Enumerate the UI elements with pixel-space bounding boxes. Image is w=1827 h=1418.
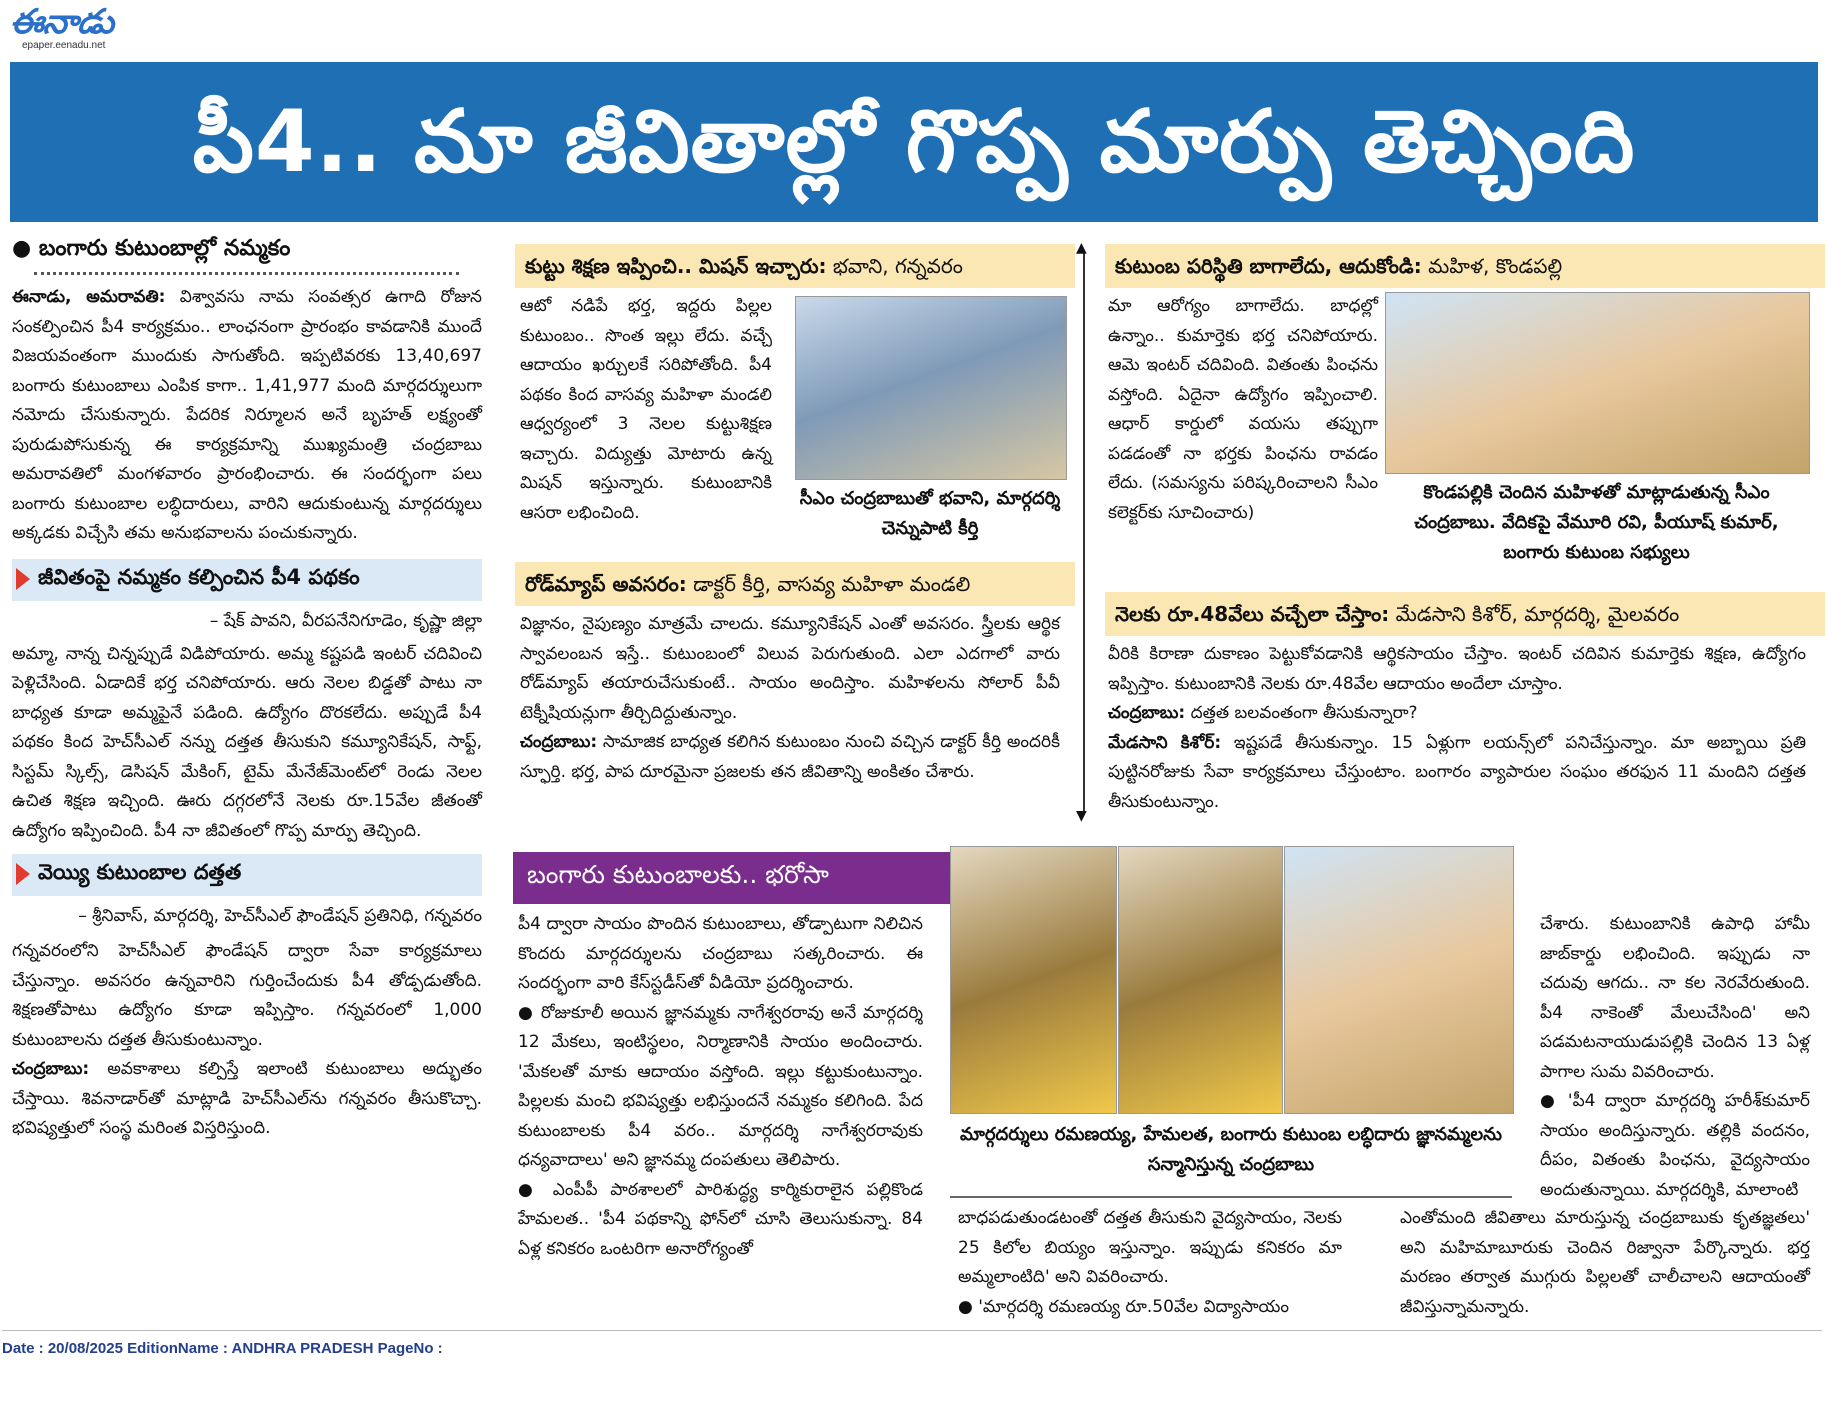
kishore-answer: ఇష్టపడే తీసుకున్నాం. 15 ఏళ్లుగా లయన్స్‌లో పనిచేస్తున్నాం. మా అబ్బాయి ప్రతి పుట్టినరోజుకు సేవా కార్యక్రమాలు చేస్తుంటాం. బంగారం వ్యాపారుల సంఘం తరఫున 11 మందిని దత్తత తీసుకుంటున్నాం. — [1108, 732, 1807, 812]
bottom-col1-bullet2: ● ఎంపీపీ పాఠశాలలో పారిశుద్ధ్య కార్మికురాలైన పల్లికొండ హేమలత.. 'పీ4 పథకాన్ని ఫోన్‌లో చూసి తెలుసుకున్నా. 84 ఏళ్ల కనికరం ఒంటరిగా అనారోగ్యంతో — [518, 1179, 923, 1259]
logo-text: ఈనాడు — [10, 2, 114, 42]
heading-bhavani-rest: భవాని, గన్నవరం — [826, 254, 963, 278]
cb-question-lead: చంద్రబాబు: — [1108, 703, 1186, 723]
logo-site: epaper.eenadu.net — [22, 40, 106, 51]
kondapalli-story — [1108, 292, 1378, 528]
dateline: ఈనాడు, అమరావతి: — [12, 287, 166, 307]
bottom-col1 — [518, 910, 923, 1264]
photo-cm-kondapalli — [1385, 292, 1810, 474]
bhavani-text: ఆటో నడిపే భర్త, ఇద్దరు పిల్లల కుటుంబం.. సొంత ఇల్లు లేదు. వచ్చే ఆదాయం ఖర్చులకే సరిపోతోంది. పీ4 పథకం కింద వాసవ్య మహిళా మండలి ఆధ్వర్యంలో 3 నెలల కుట్టుశిక్షణ ఇచ్చారు. విద్యుత్తు మోటారు ఉన్న మిషన్ ఇస్తున్నారు. కుటుంబానికి ఆసరా లభించింది. — [520, 296, 772, 523]
kishore-text: వీరికి కిరాణా దుకాణం పెట్టుకోవడానికి ఆర్థికసాయం చేస్తాం. ఇంటర్ చదివిన కుమార్తెకు శిక్షణ, ఉద్యోగం ఇప్పిస్తాం. కుటుంబానికి నెలకు రూ.48వేల ఆదాయం అందేలా చూస్తాం. — [1108, 644, 1806, 694]
heading-kishore — [1105, 592, 1825, 636]
caption-kondapalli: కొండపల్లికి చెందిన మహిళతో మాట్లాడుతున్న సీఎం చంద్రబాబు. వేదికపై వేమూరి రవి, పీయూష్ కుమార్, బంగారు కుటుంబ సభ్యులు — [1414, 482, 1779, 563]
bottom-col3 — [1540, 910, 1810, 1205]
srinivas-story — [12, 937, 482, 1144]
footer-rule — [2, 1330, 1822, 1331]
caption-rule — [950, 1196, 1512, 1198]
srinivas-text: గన్నవరంలోని హెచ్‌సీఎల్ ఫౌండేషన్ ద్వారా సేవా కార్యక్రమాలు చేస్తున్నాం. అవసరం ఉన్నవారిని గుర్తించేందుకు పీ4 తోడ్పడుతోంది. శిక్షణతోపాటు ఉద్యోగం కూడా ఇప్పిస్తాం. గన్నవరంలో 1,000 కుటుంబాలను దత్తత తీసుకుంటున్నాం. — [12, 941, 482, 1050]
roadmap-text: విజ్ఞానం, నైపుణ్యం మాత్రమే చాలదు. కమ్యూనికేషన్ ఎంతో అవసరం. స్త్రీలకు ఆర్థిక స్వావలంబన ఇస్తే.. కుటుంబంలో విలువ పెరుగుతుంది. ఎలా ఎదగాలో వారు రోడ్‌మ్యాప్ తయారుచేసుకుంటే.. సాయం అందిస్తాం. మహిళలను సోలార్ పీవీ టెక్నీషియన్లుగా తీర్చిదిద్దుతున్నాం. — [520, 614, 1060, 723]
photo-gnanamma-cm — [1284, 846, 1514, 1114]
cb-text-mid: సామాజిక బాధ్యత కలిగిన కుటుంబం నుంచి వచ్చిన డాక్టర్ కీర్తి అందరికీ స్ఫూర్తి. భర్త, పాప దూరమైనా ప్రజలకు తన జీవితాన్ని అంకితం చేశారు. — [520, 732, 1060, 782]
byline-srinivas: – శ్రీనివాస్, మార్గదర్శి, హెచ్‌సీఎల్ ఫౌండేషన్ ప్రతినిధి, గన్నవరం — [78, 906, 482, 926]
arrow-up-icon: ▲ — [1076, 240, 1087, 256]
footer-info: Date : 20/08/2025 EditionName : ANDHRA PRADESH PageNo : — [2, 1340, 443, 1357]
tag-pavani-text: జీవితంపై నమ్మకం కల్పించిన పీ4 పథకం — [38, 564, 360, 589]
left-heading: ● బంగారు కుటుంబాల్లో నమ్మకం — [12, 236, 291, 261]
bottom-col4-text: ఎంతోమంది జీవితాలు మారుస్తున్న చంద్రబాబుకు కృతజ్ఞతలు' అని మహిమాబూరుకు చెందిన రిజ్వానా పేర్కొన్నారు. భర్త మరణం తర్వాత ముగ్గురు పిల్లలతో చాలీచాలని ఆదాయంతో జీవిస్తున్నామన్నారు. — [1400, 1208, 1810, 1317]
left-column — [12, 236, 482, 1144]
pavani-story — [12, 640, 482, 847]
headline: పీ4.. మా జీవితాల్లో గొప్ప మార్పు తెచ్చింది — [192, 92, 1636, 192]
bottom-col2 — [958, 1204, 1342, 1322]
bottom-col4 — [1400, 1204, 1810, 1322]
pavani-text: అమ్మా, నాన్న చిన్నప్పుడే విడిపోయారు. అమ్మ కష్టపడి ఇంటర్ చదివించి పెళ్లిచేసింది. ఏడాదికే భర్త చనిపోయారు. ఆరు నెలల బిడ్డతో పాటు నా బాధ్యత కూడా అమ్మపైనే పడింది. ఉద్యోగం దొరకలేదు. అప్పుడే పీ4 పథకం కింద హెచ్‌సీఎల్ నన్ను దత్తత తీసుకుని కమ్యూనికేషన్, సాఫ్ట్, సిస్టమ్ స్కిల్స్, డెసిషన్ మేకింగ్, టైమ్ మేనేజ్‌మెంట్‌లో రెండు నెలల ఉచిత శిక్షణ ఇచ్చింది. ఊరు దగ్గరలోనే నెలకు రూ.15వేల జీతంతో ఉద్యోగం ఇప్పించింది. పీ4 నా జీవితంలో గొప్ప మార్పు తెచ్చింది. — [12, 643, 482, 841]
cb-lead-left: చంద్రబాబు: — [12, 1059, 90, 1079]
label-bharosa: బంగారు కుటుంబాలకు.. భరోసా — [513, 852, 961, 904]
cb-lead-mid: చంద్రబాబు: — [520, 732, 598, 752]
photo-ramanaiah — [950, 846, 1117, 1114]
heading-kishore-rest: మేడసాని కిశోర్, మార్గదర్శి, మైలవరం — [1389, 602, 1680, 626]
kishore-answer-lead: మేడసాని కిశోర్: — [1108, 732, 1222, 753]
kishore-story — [1108, 640, 1806, 817]
heading-kondapalli — [1105, 244, 1825, 288]
tag-pavani — [12, 559, 482, 601]
roadmap-story — [520, 610, 1060, 787]
heading-kondapalli-rest: మహిళ, కొండపల్లి — [1421, 254, 1563, 278]
heading-bhavani-bold: కుట్టు శిక్షణ ఇప్పించి.. మిషన్ ఇచ్చారు: — [525, 254, 827, 278]
heading-roadmap — [515, 562, 1075, 606]
kondapalli-text: మా ఆరోగ్యం బాగాలేదు. బాధల్లో ఉన్నాం.. కుమార్తెకు భర్త చనిపోయారు. ఆమె ఇంటర్ చదివింది. వితంతు పింఛను వస్తోంది. ఏదైనా ఉద్యోగం ఇప్పించాలి. ఆధార్ కార్డులో వయసు తప్పుగా పడడంతో నా భర్తకు పింఛను రావడం లేదు. (సమస్యను పరిష్కరించాలని సీఎం కలెక్టర్‌కు సూచించారు) — [1108, 296, 1378, 523]
cb-text-left: అవకాశాలు కల్పిస్తే ఇలాంటి కుటుంబాలు అద్భుతం చేస్తాయి. శివనాడార్‌తో మాట్లాడి హెచ్‌సీఎల్‌ను గన్నవరం తీసుకొచ్చా. భవిష్యత్తులో సంస్థ మరింత విస్తరిస్తుంది. — [12, 1059, 482, 1138]
bhavani-story — [520, 292, 772, 528]
byline-pavani: – షేక్ పావని, వీరపనేనిగూడెం, కృష్ణా జిల్లా — [209, 610, 482, 631]
cb-question: దత్తత బలవంతంగా తీసుకున్నారా? — [1185, 703, 1418, 723]
tag-thousand-text: వెయ్యి కుటుంబాల దత్తత — [38, 860, 242, 884]
bottom-col2-bullet: ● 'మార్గదర్శి రమణయ్య రూ.50వేల విద్యాసాయం — [958, 1296, 1290, 1317]
bottom-col3-text: చేశారు. కుటుంబానికి ఉపాధి హామీ జాబ్‌కార్డు లభించింది. ఇప్పుడు నా చదువు ఆగదు.. నా కల నెరవేరుతుంది. పీ4 నాకెంతో మేలుచేసింది' అని పడమటనాయుడుపల్లికి చెందిన 13 ఏళ్ల పాగాల సుమ వివరించారు. — [1540, 914, 1810, 1082]
bottom-col1-bullet1: ● రోజుకూలీ అయిన జ్ఞానమ్మకు నాగేశ్వరరావు అనే మార్గదర్శి 12 మేకలు, ఇంటిస్థలం, నిర్మాణానికి సాయం అందించారు. 'మేకలతో మాకు ఆదాయం వస్తోంది. ఇల్లు కట్టుకుంటున్నాం. పిల్లలకు మంచి భవిష్యత్తు లభిస్తుందనే నమ్మకం కలిగింది. పేద కుటుంబాలకు పీ4 వరం.. మార్గదర్శి నాగేశ్వరరావుకు ధన్యవాదాలు' అని జ్ఞానమ్మ దంపతులు తెలిపారు. — [518, 1002, 923, 1170]
heading-bhavani — [515, 244, 1075, 288]
bottom-col3-bullet: ● 'పీ4 ద్వారా మార్గదర్శి హరీశ్‌కుమార్ సాయం అందిస్తున్నారు. తల్లికి వందనం, దీపం, వితంతు పింఛను, వైద్యసాయం అందుతున్నాయి. మార్గదర్శికి, మాలాంటి — [1540, 1091, 1810, 1200]
caption-bottom: మార్గదర్శులు రమణయ్య, హేమలత, బంగారు కుటుంబ లబ్ధిదారు జ్ఞానమ్మలను సన్మానిస్తున్న చంద్రబాబు — [960, 1124, 1502, 1175]
left-intro-text: విశ్వావసు నామ సంవత్సర ఉగాది రోజున సంకల్పించిన పీ4 కార్యక్రమం.. లాంఛనంగా ప్రారంభం కావడానికి ముందే విజయవంతంగా ముందుకు సాగుతోంది. ఇప్పటివరకు 13,40,697 బంగారు కుటుంబాలు ఎంపిక కాగా.. 1,41,977 మంది మార్గదర్శులుగా నమోదు చేసుకున్నారు. పేదరిక నిర్మూలన అనే బృహత్ లక్ష్యంతో పురుడుపోసుకున్న ఈ కార్యక్రమాన్ని ముఖ్యమంత్రి చంద్రబాబు అమరావతిలో మంగళవారం ప్రారంభించారు. ఈ సందర్భంగా పలు బంగారు కుటుంబాల లబ్ధిదారులు, వారిని ఆదుకుంటున్న మార్గదర్శులు అక్కడకు విచ్చేసి తమ అనుభవాలను పంచుకున్నారు. — [12, 287, 482, 543]
bottom-col2-text: బాధపడుతుండటంతో దత్తత తీసుకుని వైద్యసాయం, నెలకు 25 కిలోల బియ్యం ఇస్తున్నాం. ఇప్పుడు కనికరం మా అమ్మలాంటిది' అని వివరించారు. — [958, 1208, 1342, 1287]
caption-bhavani: సీఎం చంద్రబాబుతో భవాని, మార్గదర్శి చెన్నుపాటి కీర్తి — [799, 488, 1061, 539]
column-divider — [1083, 252, 1085, 812]
heading-roadmap-bold: రోడ్‌మ్యాప్ అవసరం: — [525, 572, 687, 596]
heading-kishore-bold: నెలకు రూ.48వేలు వచ్చేలా చేస్తాం: — [1115, 602, 1390, 626]
left-intro — [12, 283, 482, 549]
photo-hemalatha — [1118, 846, 1283, 1114]
arrow-down-icon: ▼ — [1076, 808, 1087, 824]
bottom-col1-text: పీ4 ద్వారా సాయం పొందిన కుటుంబాలు, తోడ్పాటుగా నిలిచిన కొందరు మార్గదర్శులను చంద్రబాబు సత్కరించారు. ఈ సందర్భంగా వారి కేస్‌స్టడీస్‌తో వీడియో ప్రదర్శించారు. — [518, 914, 923, 993]
headline-banner — [10, 62, 1818, 222]
tag-thousand-families — [12, 854, 482, 896]
dotted-rule — [34, 272, 459, 275]
eenadu-logo — [10, 2, 135, 51]
heading-kondapalli-bold: కుటుంబ పరిస్థితి బాగాలేదు, ఆదుకోండి: — [1115, 254, 1422, 278]
photo-cm-bhavani — [795, 296, 1067, 480]
heading-roadmap-rest: డాక్టర్ కీర్తి, వాసవ్య మహిళా మండలి — [686, 572, 971, 596]
